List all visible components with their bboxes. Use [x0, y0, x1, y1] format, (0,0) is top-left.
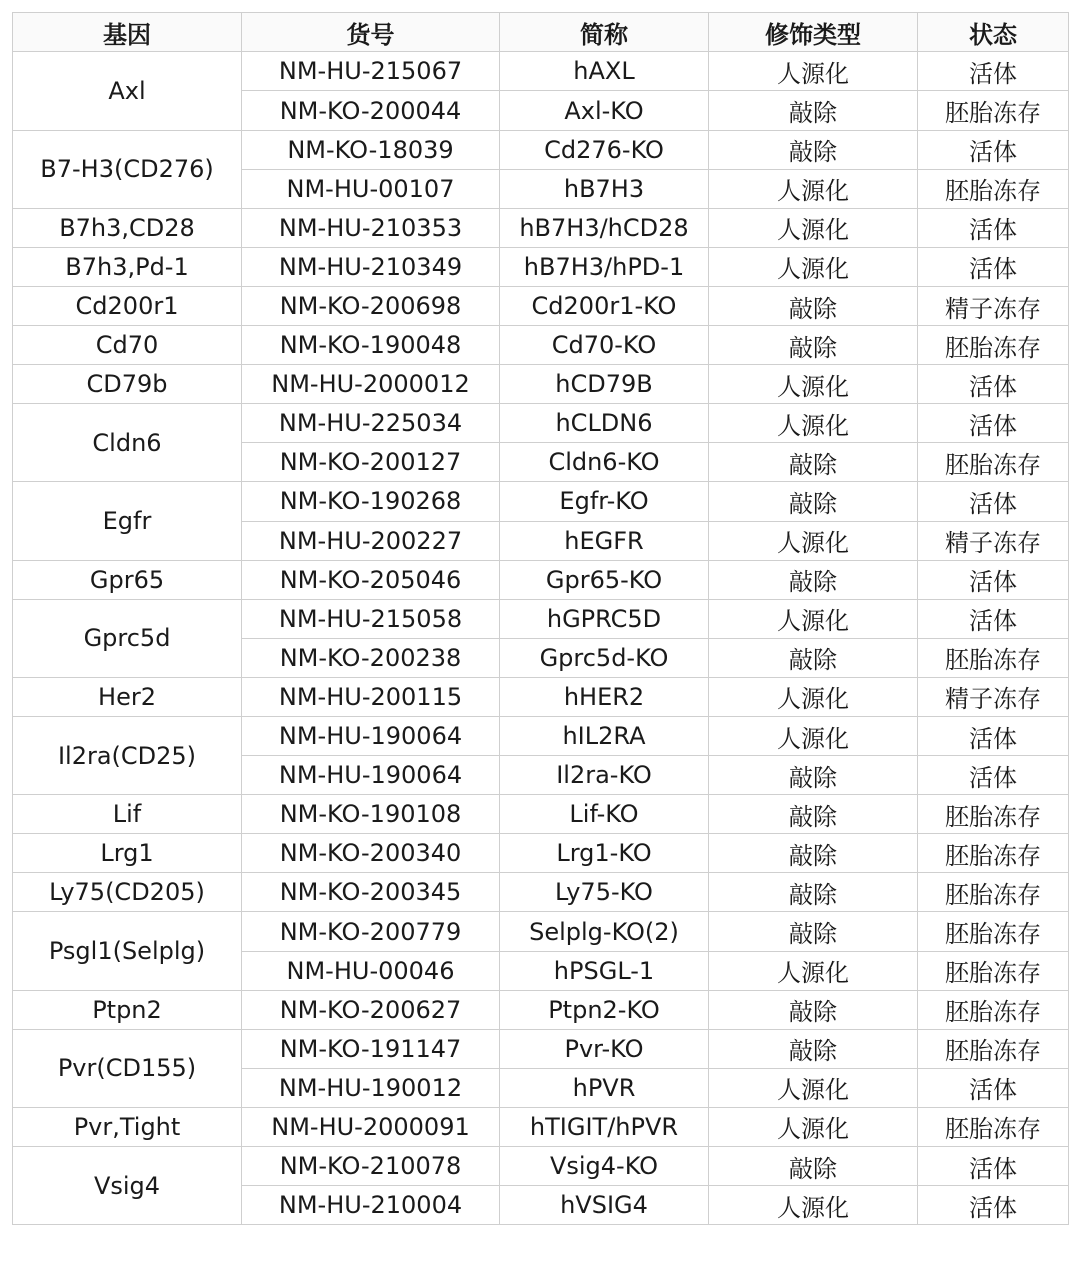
modification-type-cell: 人源化: [709, 521, 918, 560]
abbreviation-cell: Ptpn2-KO: [500, 990, 709, 1029]
modification-type-cell: 敲除: [709, 560, 918, 599]
status-cell: 活体: [918, 716, 1069, 755]
table-body: [13, 52, 1069, 1225]
catalog-number-cell: NM-KO-200340: [242, 834, 500, 873]
catalog-number-cell: NM-KO-191147: [242, 1029, 500, 1068]
table-row: [13, 990, 1069, 1029]
catalog-number-cell: NM-KO-205046: [242, 560, 500, 599]
gene-cell: Cldn6: [13, 404, 242, 482]
modification-type-cell: 人源化: [709, 365, 918, 404]
gene-cell: B7-H3(CD276): [13, 130, 242, 208]
catalog-number-cell: NM-HU-200227: [242, 521, 500, 560]
table-row: [13, 1029, 1069, 1068]
abbreviation-cell: Axl-KO: [500, 91, 709, 130]
status-cell: 胚胎冻存: [918, 169, 1069, 208]
table-row: [13, 208, 1069, 247]
abbreviation-cell: Lif-KO: [500, 795, 709, 834]
modification-type-cell: 人源化: [709, 1068, 918, 1107]
abbreviation-cell: Il2ra-KO: [500, 756, 709, 795]
catalog-number-cell: NM-KO-190268: [242, 482, 500, 521]
gene-cell: B7h3,CD28: [13, 208, 242, 247]
catalog-number-cell: NM-HU-190064: [242, 756, 500, 795]
gene-cell: Psgl1(Selplg): [13, 912, 242, 990]
status-cell: 活体: [918, 52, 1069, 91]
catalog-number-cell: NM-HU-210004: [242, 1186, 500, 1225]
gene-cell: Cd200r1: [13, 286, 242, 325]
gene-cell: Her2: [13, 677, 242, 716]
header-modification-type: 修饰类型: [709, 13, 918, 52]
abbreviation-cell: hAXL: [500, 52, 709, 91]
status-cell: 活体: [918, 130, 1069, 169]
catalog-number-cell: NM-HU-215058: [242, 599, 500, 638]
status-cell: 胚胎冻存: [918, 990, 1069, 1029]
modification-type-cell: 人源化: [709, 52, 918, 91]
gene-cell: CD79b: [13, 365, 242, 404]
abbreviation-cell: hTIGIT/hPVR: [500, 1107, 709, 1146]
gene-cell: Pvr(CD155): [13, 1029, 242, 1107]
modification-type-cell: 敲除: [709, 912, 918, 951]
catalog-number-cell: NM-HU-190012: [242, 1068, 500, 1107]
catalog-number-cell: NM-HU-200115: [242, 677, 500, 716]
gene-cell: Gpr65: [13, 560, 242, 599]
gene-cell: Gprc5d: [13, 599, 242, 677]
table-row: [13, 795, 1069, 834]
abbreviation-cell: Vsig4-KO: [500, 1147, 709, 1186]
status-cell: 胚胎冻存: [918, 873, 1069, 912]
abbreviation-cell: hCLDN6: [500, 404, 709, 443]
status-cell: 活体: [918, 404, 1069, 443]
status-cell: 胚胎冻存: [918, 834, 1069, 873]
modification-type-cell: 敲除: [709, 795, 918, 834]
status-cell: 精子冻存: [918, 521, 1069, 560]
catalog-number-cell: NM-KO-210078: [242, 1147, 500, 1186]
gene-cell: Vsig4: [13, 1147, 242, 1225]
modification-type-cell: 人源化: [709, 208, 918, 247]
status-cell: 活体: [918, 482, 1069, 521]
table-row: [13, 365, 1069, 404]
catalog-number-cell: NM-HU-215067: [242, 52, 500, 91]
modification-type-cell: 敲除: [709, 482, 918, 521]
modification-type-cell: 敲除: [709, 834, 918, 873]
table-row: [13, 247, 1069, 286]
abbreviation-cell: Ly75-KO: [500, 873, 709, 912]
modification-type-cell: 人源化: [709, 247, 918, 286]
catalog-number-cell: NM-KO-190108: [242, 795, 500, 834]
modification-type-cell: 人源化: [709, 951, 918, 990]
modification-type-cell: 敲除: [709, 326, 918, 365]
status-cell: 胚胎冻存: [918, 1029, 1069, 1068]
table-row: [13, 873, 1069, 912]
status-cell: 胚胎冻存: [918, 912, 1069, 951]
abbreviation-cell: hEGFR: [500, 521, 709, 560]
modification-type-cell: 人源化: [709, 404, 918, 443]
catalog-number-cell: NM-KO-18039: [242, 130, 500, 169]
header-status: 状态: [918, 13, 1069, 52]
abbreviation-cell: Cd200r1-KO: [500, 286, 709, 325]
table-row: [13, 912, 1069, 951]
gene-cell: Egfr: [13, 482, 242, 560]
status-cell: 活体: [918, 247, 1069, 286]
abbreviation-cell: Cd276-KO: [500, 130, 709, 169]
gene-cell: Cd70: [13, 326, 242, 365]
abbreviation-cell: hVSIG4: [500, 1186, 709, 1225]
modification-type-cell: 敲除: [709, 443, 918, 482]
catalog-number-cell: NM-KO-200779: [242, 912, 500, 951]
modification-type-cell: 人源化: [709, 1186, 918, 1225]
status-cell: 胚胎冻存: [918, 91, 1069, 130]
catalog-number-cell: NM-HU-00107: [242, 169, 500, 208]
header-abbreviation: 简称: [500, 13, 709, 52]
abbreviation-cell: Cldn6-KO: [500, 443, 709, 482]
abbreviation-cell: Egfr-KO: [500, 482, 709, 521]
catalog-number-cell: NM-KO-200127: [242, 443, 500, 482]
gene-cell: Axl: [13, 52, 242, 130]
catalog-number-cell: NM-HU-2000012: [242, 365, 500, 404]
modification-type-cell: 人源化: [709, 169, 918, 208]
table-row: [13, 560, 1069, 599]
catalog-number-cell: NM-HU-210349: [242, 247, 500, 286]
status-cell: 胚胎冻存: [918, 443, 1069, 482]
table-row: [13, 677, 1069, 716]
modification-type-cell: 敲除: [709, 91, 918, 130]
abbreviation-cell: Gprc5d-KO: [500, 638, 709, 677]
table-row: [13, 130, 1069, 169]
modification-type-cell: 人源化: [709, 599, 918, 638]
gene-cell: Lrg1: [13, 834, 242, 873]
header-gene: 基因: [13, 13, 242, 52]
abbreviation-cell: Pvr-KO: [500, 1029, 709, 1068]
status-cell: 活体: [918, 1147, 1069, 1186]
status-cell: 胚胎冻存: [918, 1107, 1069, 1146]
table-row: [13, 716, 1069, 755]
status-cell: 活体: [918, 560, 1069, 599]
modification-type-cell: 人源化: [709, 1107, 918, 1146]
abbreviation-cell: hIL2RA: [500, 716, 709, 755]
status-cell: 胚胎冻存: [918, 951, 1069, 990]
status-cell: 胚胎冻存: [918, 795, 1069, 834]
table-row: [13, 599, 1069, 638]
gene-cell: Il2ra(CD25): [13, 716, 242, 794]
gene-cell: B7h3,Pd-1: [13, 247, 242, 286]
table-header: [13, 13, 1069, 52]
catalog-number-cell: NM-KO-200698: [242, 286, 500, 325]
catalog-number-cell: NM-KO-190048: [242, 326, 500, 365]
abbreviation-cell: hPSGL-1: [500, 951, 709, 990]
catalog-number-cell: NM-HU-00046: [242, 951, 500, 990]
gene-cell: Lif: [13, 795, 242, 834]
table-row: [13, 404, 1069, 443]
gene-cell: Ptpn2: [13, 990, 242, 1029]
catalog-number-cell: NM-KO-200627: [242, 990, 500, 1029]
catalog-number-cell: NM-KO-200345: [242, 873, 500, 912]
modification-type-cell: 敲除: [709, 286, 918, 325]
table-row: [13, 482, 1069, 521]
status-cell: 活体: [918, 1186, 1069, 1225]
modification-type-cell: 敲除: [709, 1029, 918, 1068]
table-row: [13, 52, 1069, 91]
catalog-number-cell: NM-HU-2000091: [242, 1107, 500, 1146]
header-catalog-number: 货号: [242, 13, 500, 52]
abbreviation-cell: hCD79B: [500, 365, 709, 404]
abbreviation-cell: Cd70-KO: [500, 326, 709, 365]
abbreviation-cell: hHER2: [500, 677, 709, 716]
abbreviation-cell: hGPRC5D: [500, 599, 709, 638]
modification-type-cell: 敲除: [709, 990, 918, 1029]
status-cell: 活体: [918, 1068, 1069, 1107]
table-row: [13, 326, 1069, 365]
table-row: [13, 1107, 1069, 1146]
status-cell: 活体: [918, 208, 1069, 247]
abbreviation-cell: hB7H3: [500, 169, 709, 208]
catalog-number-cell: NM-HU-190064: [242, 716, 500, 755]
abbreviation-cell: Lrg1-KO: [500, 834, 709, 873]
mouse-model-table-container: [12, 12, 1068, 1225]
modification-type-cell: 人源化: [709, 677, 918, 716]
modification-type-cell: 敲除: [709, 638, 918, 677]
modification-type-cell: 敲除: [709, 756, 918, 795]
table-row: [13, 834, 1069, 873]
status-cell: 精子冻存: [918, 677, 1069, 716]
modification-type-cell: 敲除: [709, 873, 918, 912]
mouse-model-table: [12, 12, 1069, 1225]
status-cell: 活体: [918, 756, 1069, 795]
status-cell: 精子冻存: [918, 286, 1069, 325]
catalog-number-cell: NM-KO-200044: [242, 91, 500, 130]
modification-type-cell: 敲除: [709, 1147, 918, 1186]
table-row: [13, 286, 1069, 325]
catalog-number-cell: NM-KO-200238: [242, 638, 500, 677]
abbreviation-cell: hPVR: [500, 1068, 709, 1107]
abbreviation-cell: hB7H3/hPD-1: [500, 247, 709, 286]
modification-type-cell: 人源化: [709, 716, 918, 755]
catalog-number-cell: NM-HU-210353: [242, 208, 500, 247]
status-cell: 胚胎冻存: [918, 638, 1069, 677]
abbreviation-cell: hB7H3/hCD28: [500, 208, 709, 247]
table-row: [13, 1147, 1069, 1186]
gene-cell: Pvr,Tight: [13, 1107, 242, 1146]
abbreviation-cell: Selplg-KO(2): [500, 912, 709, 951]
status-cell: 活体: [918, 365, 1069, 404]
modification-type-cell: 敲除: [709, 130, 918, 169]
status-cell: 胚胎冻存: [918, 326, 1069, 365]
abbreviation-cell: Gpr65-KO: [500, 560, 709, 599]
gene-cell: Ly75(CD205): [13, 873, 242, 912]
header-row: [13, 13, 1069, 52]
catalog-number-cell: NM-HU-225034: [242, 404, 500, 443]
status-cell: 活体: [918, 599, 1069, 638]
